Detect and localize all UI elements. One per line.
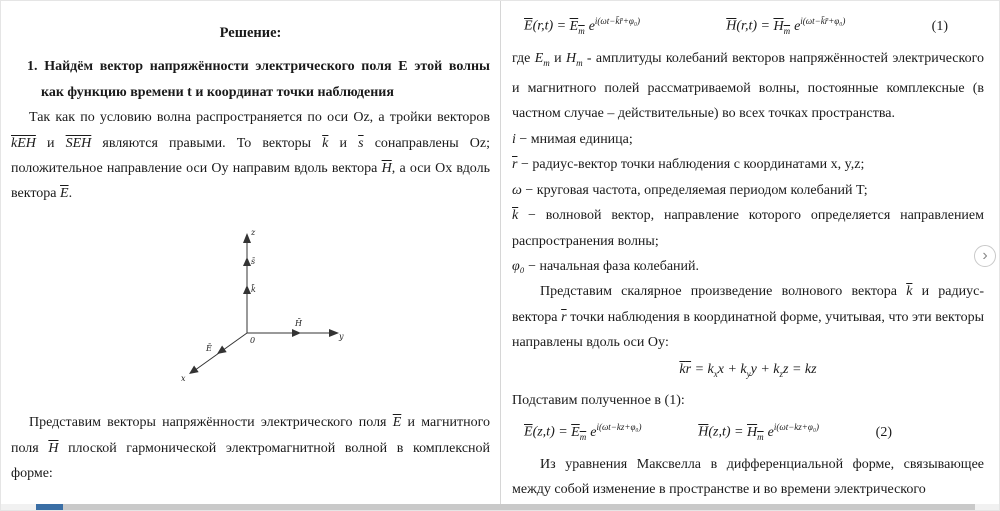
amplitude-hm — [773, 19, 790, 34]
axis-label-z: z — [250, 227, 255, 237]
paragraph-substitute: Подставим полученное в (1): — [512, 392, 685, 408]
math-run: H — [565, 50, 577, 66]
math-run: $\overline{H}$ — [48, 440, 59, 456]
exponent: i(ωt−k̄r̄+φ₀) — [594, 16, 641, 26]
axis-label-x: x — [180, 373, 186, 383]
math-run: i — [512, 131, 516, 147]
text-run: и — [35, 135, 66, 151]
formula-1-h-part — [726, 9, 845, 44]
math-run: H — [747, 424, 758, 440]
math-run: $\overline{kEH}$ — [11, 135, 36, 151]
subscript: m — [543, 57, 550, 68]
math-run: $\overline{H}$ — [381, 161, 392, 177]
subscript: m — [757, 431, 764, 442]
formula-1 — [512, 7, 984, 46]
math-run: $\overline{k}$ — [322, 135, 329, 151]
math-run: $\overline{r}$ — [685, 361, 692, 377]
math-run: $\overline{H}$ — [698, 424, 709, 440]
paragraph-scalar-product — [512, 279, 984, 355]
vector-label-h: H̄ — [294, 318, 302, 328]
definition-r — [512, 152, 984, 177]
text-run: плоской гармонической электромагнитной волной в комплексной форме: — [11, 440, 491, 482]
axes-figure-svg — [151, 221, 351, 391]
text-run: − мнимая единица; — [515, 131, 633, 147]
subscript: m — [576, 57, 583, 68]
formula-2-h-part — [698, 415, 819, 450]
vector-label-k: k̄ — [250, 284, 256, 294]
s-vector-arrowhead — [243, 257, 251, 266]
subscript: m — [578, 25, 585, 36]
math-run: E — [571, 424, 580, 440]
equation-number: (2) — [875, 424, 892, 440]
math-run: H — [773, 18, 784, 34]
text-run: − круговая частота, определяемая периодом колебаний T; — [521, 182, 868, 198]
formula-kr — [512, 357, 984, 387]
page-right — [504, 1, 996, 501]
exp-base: e — [588, 18, 595, 34]
k-vector-arrowhead — [243, 285, 251, 294]
subscript: y — [746, 368, 751, 379]
definition-phi — [512, 254, 984, 279]
definition-k — [512, 203, 984, 254]
math-run: $\overline{s}$ — [358, 135, 364, 151]
x-axis-arrowhead — [189, 365, 199, 374]
amplitude-em — [570, 19, 585, 34]
math-run: x + k — [717, 361, 747, 377]
subscript: m — [579, 431, 587, 442]
math-run: y + k — [750, 361, 780, 377]
formula-2-e-part — [524, 415, 642, 450]
text-run: и магнитного поля — [11, 415, 490, 456]
definition-omega — [512, 178, 984, 203]
text-run: , а оси Ox вдоль вектора — [11, 161, 490, 202]
bottom-bar-accent-segment[interactable] — [36, 504, 63, 510]
formula-1-e-part — [524, 9, 640, 44]
paragraph-where — [512, 46, 984, 127]
text-run: и — [328, 135, 359, 151]
text-run: Представим векторы напряжённости электрического поля — [29, 415, 393, 431]
formula-2 — [512, 413, 984, 452]
page-left — [1, 1, 498, 501]
exponent: i(ωt−k̄r̄+φ₀) — [800, 16, 846, 26]
math-run: ω — [512, 182, 522, 198]
text-run: являются правыми. То векторы — [91, 135, 323, 151]
text-run: где — [512, 50, 535, 66]
task-heading: 1. Найдём вектор напряжённости электрического поля Е этой волны как функцию времени t и координат точки наблюдения — [27, 59, 490, 100]
subscript: x — [713, 368, 718, 379]
math-run: (r,t) = — [532, 18, 570, 34]
amplitude-em — [571, 425, 586, 440]
text-run: - амплитуды колебаний векторов напряжённостей электрического и магнитного полей рассматриваемой волны, постоянные комплексные (в частном случае – действительные) во всех точках пространства. — [512, 50, 984, 122]
math-run: $\overline{SEH}$ — [65, 135, 92, 151]
text-run: и — [549, 50, 566, 66]
subscript: z — [779, 368, 784, 379]
paragraph-complex-form — [11, 410, 490, 486]
math-run: $\overline{k}$ — [679, 361, 686, 377]
text-run: сонаправлены Oz; положительное направление оси Oy направим вдоль вектора — [11, 135, 490, 177]
math-run: (z,t) = — [708, 424, 747, 440]
z-axis-arrowhead — [243, 233, 251, 243]
math-run: (z,t) = — [532, 424, 572, 440]
exponent: i(ωt−kz+φ₀) — [773, 422, 819, 433]
math-run: $\overline{k}$ — [906, 284, 913, 300]
math-run: E — [534, 50, 544, 66]
e-vector-arrowhead — [217, 345, 227, 354]
solution-title: Решение: — [219, 25, 282, 41]
exp-base: e — [590, 424, 597, 440]
bottom-bar — [1, 504, 999, 510]
math-run: $\overline{H}$ — [726, 18, 737, 34]
math-run: $\overline{E}$ — [524, 424, 533, 440]
axes-figure — [151, 221, 351, 400]
text-run: − радиус-вектор точки наблюдения с координатами x, y,z; — [517, 157, 865, 173]
page-divider — [500, 1, 501, 506]
math-run: (r,t) = — [736, 18, 774, 34]
text-run: − волновой вектор, направление которого определяется направлением распространения волны; — [512, 208, 984, 249]
bottom-bar-segment — [63, 504, 975, 510]
subscript: m — [783, 25, 791, 36]
origin-label: 0 — [249, 335, 255, 345]
math-run: z = kz — [783, 361, 817, 377]
math-run: E — [569, 18, 579, 34]
definition-i — [512, 127, 984, 152]
math-run: $\overline{r}$ — [512, 157, 518, 173]
h-vector-arrowhead — [292, 329, 301, 337]
axis-label-y: y — [338, 331, 344, 341]
math-run: φ₀ — [512, 258, 525, 274]
y-axis-arrowhead — [329, 329, 339, 337]
text-run: и радиус-вектора — [512, 284, 984, 325]
text-run: . — [68, 186, 73, 202]
amplitude-hm — [747, 425, 764, 440]
text-run: Так как по условию волна распространяется по оси Oz, а тройки векторов — [29, 110, 490, 126]
paragraph-premise — [11, 105, 490, 207]
math-run: $\overline{r}$ — [561, 309, 567, 325]
math-run: $\overline{E}$ — [392, 415, 402, 431]
math-run: $\overline{E}$ — [524, 18, 533, 34]
exp-base: e — [767, 424, 774, 440]
vector-label-s: s̄ — [250, 256, 255, 266]
paragraph-maxwell: Из уравнения Максвелла в дифференциальной форме, связывающее между собой изменение в пространстве и во времени электрического — [512, 457, 984, 498]
text-run: Представим скалярное произведение волнового вектора — [540, 284, 907, 300]
math-run: $\overline{E}$ — [60, 186, 69, 202]
equation-number: (1) — [931, 18, 948, 34]
text-run: − начальная фаза колебаний. — [524, 258, 700, 274]
text-run: точки наблюдения в координатной форме, учитывая, что эти векторы направлены вдоль оси Oy: — [512, 309, 984, 351]
vector-label-e: Ē — [205, 343, 212, 353]
math-run: = k — [691, 361, 714, 377]
chevron-right-icon: › — [982, 247, 988, 264]
exp-base: e — [794, 18, 801, 34]
next-page-button[interactable] — [974, 245, 996, 267]
exponent: i(ωt−kz+φ₀) — [596, 422, 642, 433]
math-run: $\overline{k}$ — [512, 208, 519, 224]
